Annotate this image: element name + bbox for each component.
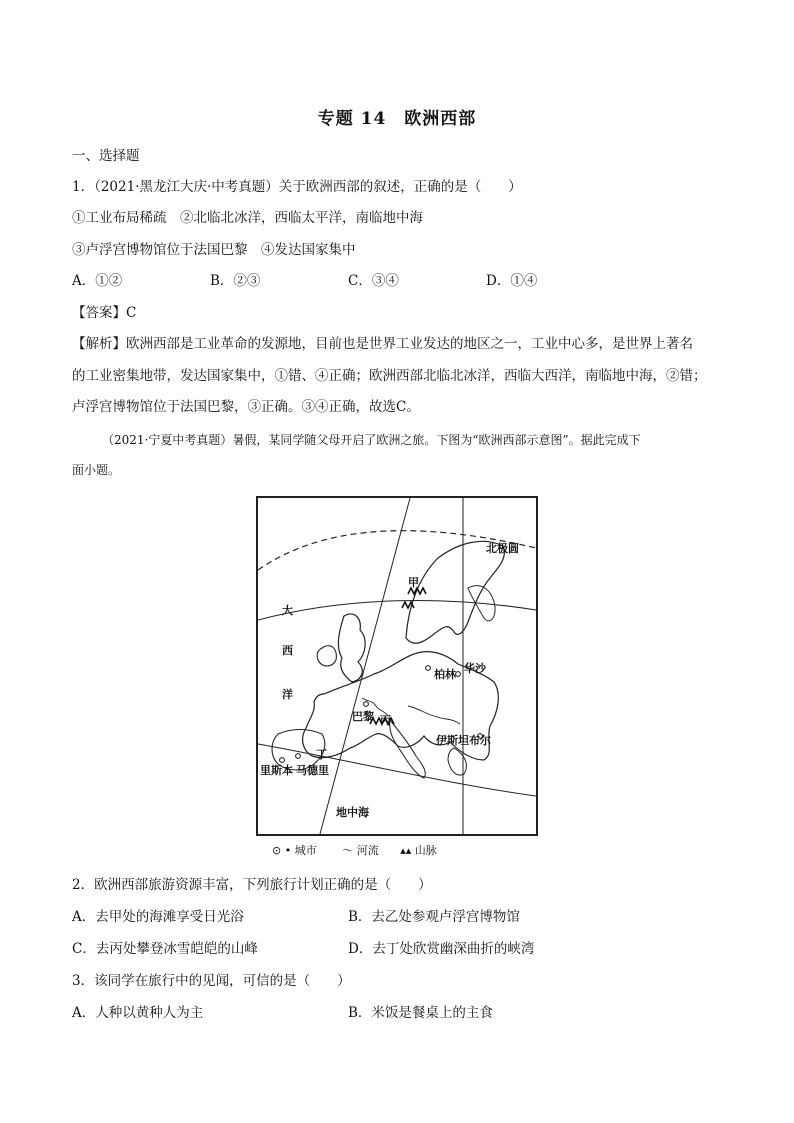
city-legend-icon: ⊙ • [272,843,292,857]
map-drawing [258,498,536,834]
q2-stem: 2．欧洲西部旅游资源丰富，下列旅行计划正确的是（ ） [72,877,432,893]
britain-outline [338,614,365,682]
q2-option-d: D．去丁处欣赏幽深曲折的峡湾 [348,941,535,957]
italy-outline [390,720,426,778]
europe-west-map [256,496,538,836]
label-atlantic-yang: 洋 [282,688,293,701]
q1-analysis-2: 的工业密集地带，发达国家集中，①错、④正确；欧洲西部北临北冰洋，西临大西洋，南临地中海，②错； [72,368,707,384]
city-paris-marker [364,702,369,707]
label-berlin: 柏林 [434,668,456,681]
mountain-symbol-2 [402,602,414,608]
q1-statements-2: ③卢浮宫博物馆位于法国巴黎 ④发达国家集中 [72,242,356,258]
q1-stem: 1．（2021·黑龙江大庆·中考真题）关于欧洲西部的叙述，正确的是（ ） [72,179,522,195]
section-heading: 一、选择题 [72,148,140,164]
label-atlantic-da: 大 [282,604,293,617]
greece-outline [448,748,466,775]
label-warsaw: 华沙 [464,662,486,675]
q2-option-c: C．去丙处攀登冰雪皑皑的山峰 [72,941,258,957]
label-istanbul: 伊斯坦布尔 [436,734,491,747]
ireland-outline [317,646,336,666]
legend-city: 城市 [294,844,317,857]
q1-analysis-1: 【解析】欧洲西部是工业革命的发源地，目前也是世界工业发达的地区之一，工业中心多，是世界上著名 [72,336,693,352]
river-legend-icon: 〜 [342,844,354,857]
mountain-legend-icon: ▴▴ [400,843,412,857]
q1-option-d: D．①④ [486,273,538,289]
label-jia: 甲 [408,576,419,589]
city-madrid-marker [296,754,301,759]
city-lisbon-marker [280,758,285,763]
q1-analysis-3: 卢浮宫博物馆位于法国巴黎，③正确。③④正确，故选C。 [72,399,420,415]
river-danube [408,706,460,724]
page-title: 专题 14 欧洲西部 [317,109,477,129]
q1-option-a: A．①② [72,273,123,289]
legend-mountain: 山脉 [414,844,437,857]
q3-option-a: A．人种以黄种人为主 [72,1005,204,1021]
label-ding: 丁 [316,748,327,761]
map-legend [272,842,437,858]
q1-statements-1: ①工业布局稀疏 ②北临北冰洋，西临太平洋，南临地中海 [72,210,423,226]
intro-line-2: 面小题。 [72,463,121,477]
q1-answer: 【答案】C [72,305,137,321]
q1-option-c: C．③④ [348,273,399,289]
label-mediterranean: 地中海 [336,806,369,819]
intro-line-1: （2021·宁夏中考真题）暑假，某同学随父母开启了欧洲之旅。下图为“欧洲西部示意图”。据此完成下 [102,433,641,447]
q3-stem: 3．该同学在旅行中的见闻，可信的是（ ） [72,973,351,989]
label-paris: 巴黎 [352,710,374,723]
q1-option-b: B．②③ [210,273,261,289]
legend-river: 河流 [356,844,379,857]
q2-option-a: A．去甲处的海滩享受日光浴 [72,909,244,925]
q3-option-b: B．米饭是餐桌上的主食 [348,1005,493,1021]
label-bing: 丙 [380,714,391,727]
label-atlantic-xi: 西 [282,644,293,657]
label-lisbon: 里斯本 [260,764,293,777]
city-warsaw-marker [456,672,461,677]
label-arctic-circle: 北极圆 [486,542,519,555]
q2-option-b: B．去乙处参观卢浮宫博物馆 [348,909,520,925]
label-madrid: 马德里 [296,764,329,777]
meridian-line-1 [320,498,410,834]
city-berlin-marker [426,666,431,671]
